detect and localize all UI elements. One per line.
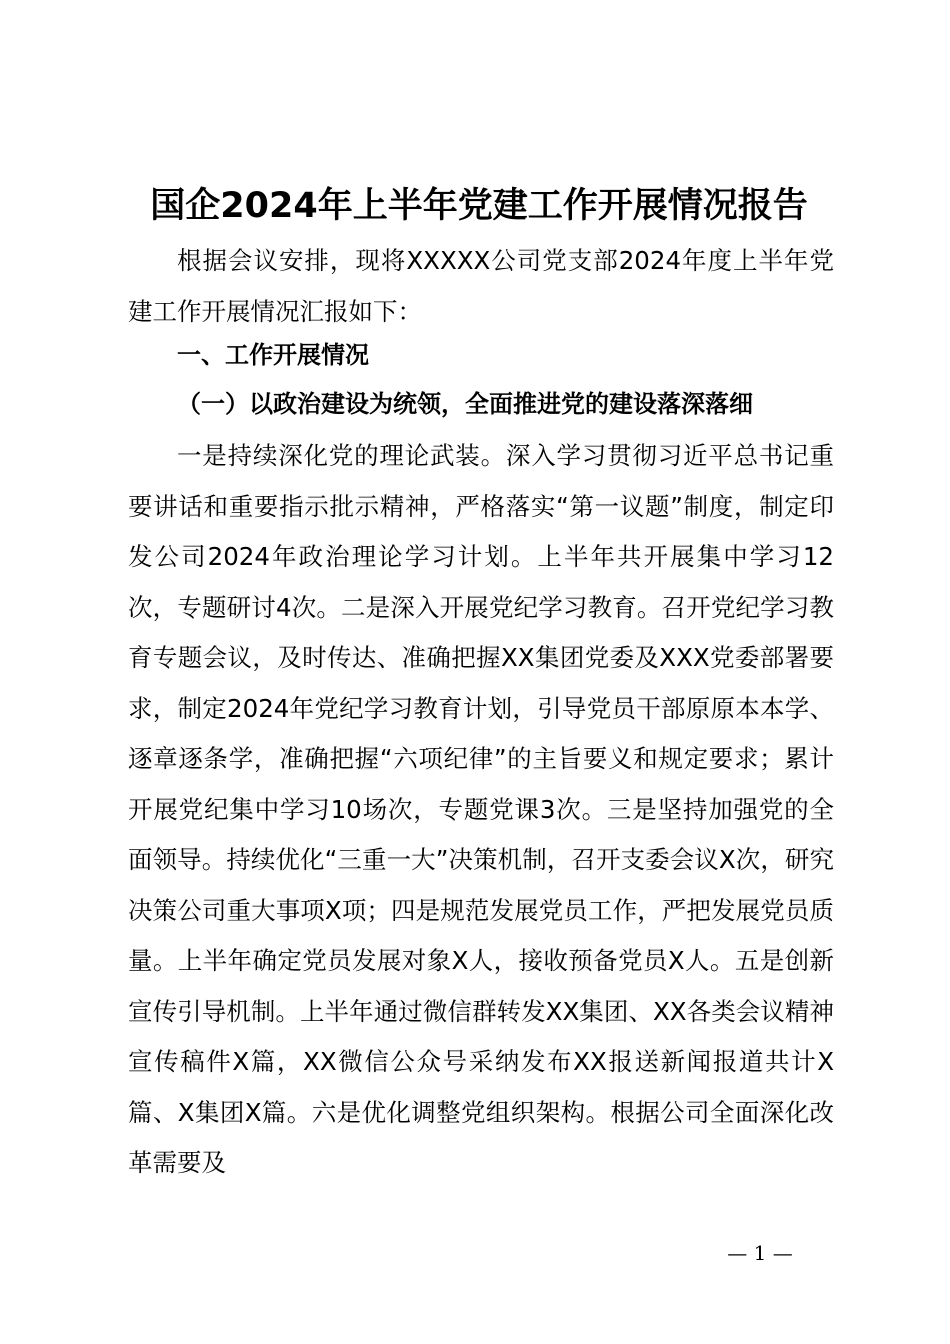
body-paragraph: 一是持续深化党的理论武装。深入学习贯彻习近平总书记重要讲话和重要指示批示精神，严格落实“第一议题”制度，制定印发公司2024年政治理论学习计划。上半年共开展集中学习12次，专题研讨4次。二是深入开展党纪学习教育。召开党纪学习教育专题会议，及时传达、准确把握XX集团党委及XXX党委部署要求，制定2024年党纪学习教育计划，引导党员干部原原本本学、逐章逐条学，准确把握“六项纪律”的主旨要义和规定要求；累计开展党纪集中学习10场次，专题党课3次。三是坚持加强党的全面领导。持续优化“三重一大”决策机制，召开支委会议X次，研究决策公司重大事项X项；四是规范发展党员工作，严把发展党员质量。上半年确定党员发展对象X人，接收预备党员X人。五是创新宣传引导机制。上半年通过微信群转发XX集团、XX各类会议精神宣传稿件X篇，XX微信公众号采纳发布XX报送新闻报道共计X篇、X集团X篇。六是优化调整党组织架构。根据公司全面深化改革需要及 (128, 441, 834, 1177)
subsection-heading: （一）以政治建设为统领，全面推进党的建设落深落细 (177, 390, 753, 418)
document-title: 国企2024年上半年党建工作开展情况报告 (150, 186, 808, 226)
intro-paragraph: 根据会议安排，现将XXXXX公司党支部2024年度上半年党建工作开展情况汇报如下： (128, 246, 834, 326)
page-number: — 1 — (727, 1241, 793, 1265)
section-heading: 一、工作开展情况 (177, 341, 369, 369)
